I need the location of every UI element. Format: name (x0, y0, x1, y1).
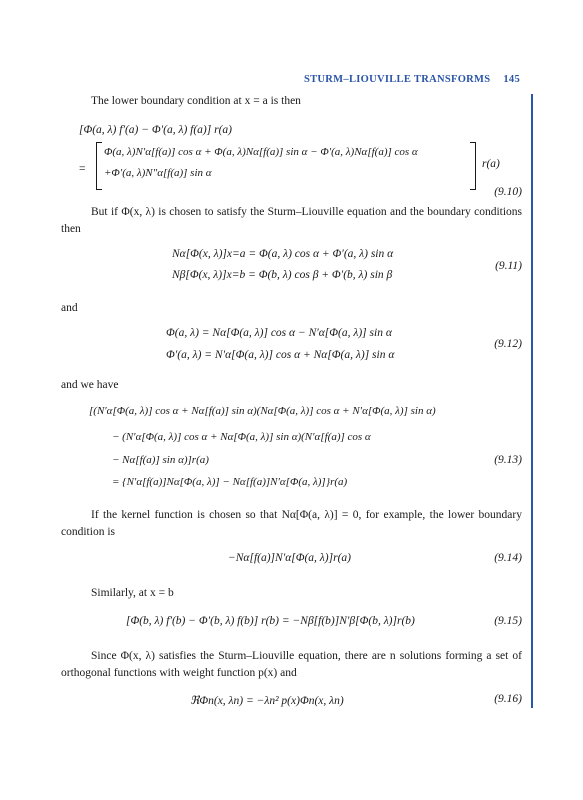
eq-9-10-left-bracket (96, 142, 102, 190)
eq-9-13-line2: − (N′α[Φ(a, λ)] cos α + Nα[Φ(a, λ)] sin α)(N′α[f(a)] cos α (112, 431, 371, 443)
eq-9-11-line1: Nα[Φ(x, λ)]x=a = Φ(a, λ) cos α + Φ′(a, λ) sin α (172, 248, 394, 260)
running-header (60, 74, 520, 85)
eq-9-12-line2: Φ′(a, λ) = N′α[Φ(a, λ)] cos α + Nα[Φ(a, λ)] sin α (166, 349, 395, 361)
eq-9-10-factor: r(a) (482, 158, 500, 170)
eq-9-13-number: (9.13) (494, 454, 522, 466)
eq-9-11-line2: Nβ[Φ(x, λ)]x=b = Φ(b, λ) cos β + Φ′(b, λ) sin β (172, 269, 393, 281)
eq-9-10-number: (9.10) (494, 186, 522, 198)
eq-9-14-number: (9.14) (494, 552, 522, 564)
eq-9-12-number: (9.12) (494, 338, 522, 350)
eq-9-13-line4: = {N′α[f(a)]Nα[Φ(a, λ)] − Nα[f(a)]N′α[Φ(a, λ)]}r(a) (112, 476, 348, 488)
eq-9-15-expr: [Φ(b, λ) f′(b) − Φ′(b, λ) f(b)] r(b) = −Nβ[f(b)]N′β[Φ(b, λ)]r(b) (126, 615, 415, 627)
paragraph-kernel: If the kernel function is chosen so that Nα[Φ(a, λ)] = 0, for example, the lower boundary condition is (61, 509, 522, 538)
eq-9-16-number: (9.16) (494, 693, 522, 705)
margin-rule (531, 94, 533, 708)
page-number: 145 (503, 74, 520, 85)
eq-9-10-equals: = (79, 163, 86, 175)
eq-9-13-line1: [(N′α[Φ(a, λ)] cos α + Nα[f(a)] sin α)(Nα[Φ(a, λ)] cos α + N′α[Φ(a, λ)] sin α) (89, 405, 436, 417)
eq-9-16-expr: ℜΦn(x, λn) = −λn² p(x)Φn(x, λn) (190, 695, 344, 707)
text-and-we-have: and we have (61, 379, 119, 391)
eq-9-13-line3: − Nα[f(a)] sin α)]r(a) (112, 454, 209, 466)
eq-9-14-expr: −Nα[f(a)]N′α[Φ(a, λ)]r(a) (228, 552, 351, 564)
text-similarly: Similarly, at x = b (91, 587, 174, 599)
eq-9-10-line1: Φ(a, λ)N′α[f(a)] cos α + Φ(a, λ)Nα[f(a)] sin α − Φ′(a, λ)Nα[f(a)] cos α (104, 146, 418, 158)
paragraph-but-if: But if Φ(x, λ) is chosen to satisfy the Sturm–Liouville equation and the boundary conditions then (61, 206, 522, 235)
eq-9-10-line2: +Φ′(a, λ)N″α[f(a)] sin α (104, 167, 212, 179)
intro-paragraph: The lower boundary condition at x = a is then (91, 95, 301, 107)
running-title: STURM–LIOUVILLE TRANSFORMS (303, 74, 491, 85)
eq-9-10-lhs: [Φ(a, λ) f′(a) − Φ′(a, λ) f(a)] r(a) (79, 124, 232, 136)
text-and: and (61, 302, 78, 314)
eq-9-11-number: (9.11) (495, 260, 522, 272)
eq-9-12-line1: Φ(a, λ) = Nα[Φ(a, λ)] cos α − N′α[Φ(a, λ)] sin α (166, 327, 392, 339)
eq-9-10-right-bracket (470, 142, 476, 190)
eq-9-15-number: (9.15) (494, 615, 522, 627)
paragraph-since: Since Φ(x, λ) satisfies the Sturm–Liouville equation, there are n solutions forming a set of orthogonal functions with weight function p(x) and (61, 650, 522, 679)
